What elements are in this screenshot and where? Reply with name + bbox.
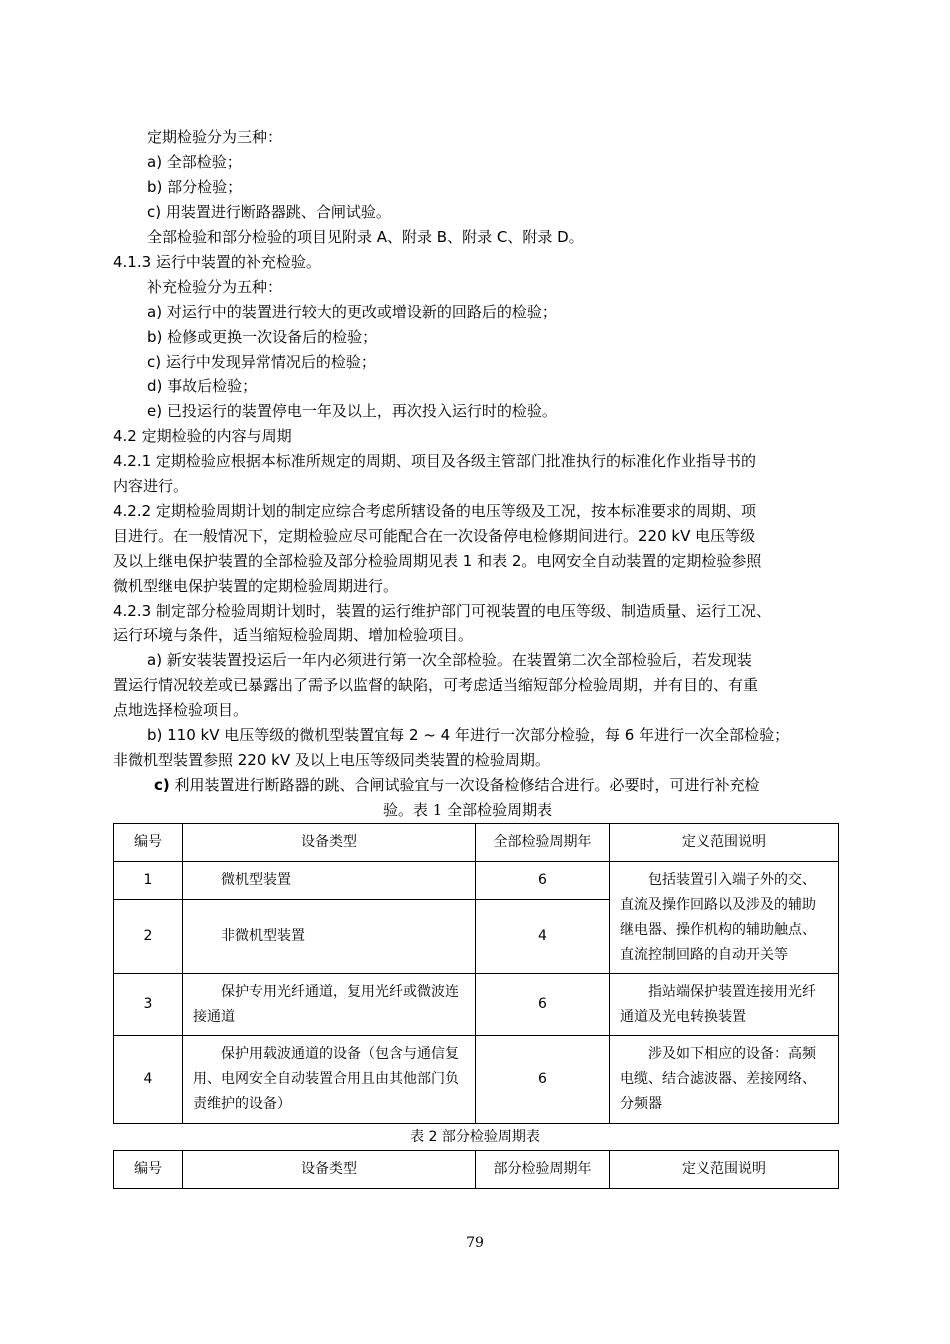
table-row — [114, 1036, 839, 1124]
text-line: d) 事故后检验； — [147, 377, 258, 395]
text-line: b) 部分检验； — [147, 178, 243, 196]
cell-period: 4 — [476, 900, 610, 974]
text-line: 及以上继电保护装置的全部检验及部分检验周期见表 1 和表 2。电网安全自动装置的定期检验参照 — [113, 552, 762, 570]
text-line-c — [154, 773, 760, 797]
text-line: a) 对运行中的装置进行较大的更改或增设新的回路后的检验； — [147, 303, 557, 321]
header-cell: 设备类型 — [183, 1151, 476, 1189]
caption-prefix: 验。 — [383, 801, 414, 819]
text-line: 非微机型装置参照 220 kV 及以上电压等级同类装置的检验周期。 — [113, 751, 550, 769]
cell-period: 6 — [476, 974, 610, 1036]
cell-type: 微机型装置 — [183, 862, 476, 900]
cell-no: 1 — [114, 862, 183, 900]
table-row — [114, 862, 839, 900]
header-cell: 部分检验周期年 — [476, 1151, 610, 1189]
table-header-row — [114, 1151, 839, 1189]
page-number: 79 — [466, 1235, 484, 1251]
table1-caption — [383, 798, 552, 822]
text-line: b) 检修或更换一次设备后的检验； — [147, 328, 378, 346]
text-line: 补充检验分为五种： — [147, 278, 283, 296]
section-heading-4-1-3: 4.1.3 运行中装置的补充检验。 — [113, 253, 321, 271]
text-line: 运行环境与条件，适当缩短检验周期、增加检验项目。 — [113, 626, 474, 644]
cell-no: 2 — [114, 900, 183, 974]
header-cell: 编号 — [114, 1151, 183, 1189]
header-cell: 全部检验周期年 — [476, 824, 610, 862]
table-1 — [113, 823, 839, 1124]
header-cell: 定义范围说明 — [610, 824, 839, 862]
cell-desc: 指站端保护装置连接用光纤通道及光电转换装置 — [610, 974, 839, 1036]
text-line: 4.2.2 定期检验周期计划的制定应综合考虑所辖设备的电压等级及工况，按本标准要求的周期、项 — [113, 502, 756, 520]
text-line: 全部检验和部分检验的项目见附录 A、附录 B、附录 C、附录 D。 — [147, 228, 584, 246]
text-line: 微机型继电保护装置的定期检验周期进行。 — [113, 577, 399, 595]
text-line: b) 110 kV 电压等级的微机型装置宜每 2 ~ 4 年进行一次部分检验，每 6 年进行一次全部检验； — [147, 726, 790, 744]
cell-desc-merged: 包括装置引入端子外的交、直流及操作回路以及涉及的辅助继电器、操作机构的辅助触点、直流控制回路的自动开关等 — [610, 862, 839, 974]
table-row — [114, 974, 839, 1036]
text-line: c) 用装置进行断路器跳、合闸试验。 — [147, 203, 391, 221]
cell-period: 6 — [476, 862, 610, 900]
text-line: 点地选择检验项目。 — [113, 701, 249, 719]
header-cell: 设备类型 — [183, 824, 476, 862]
text-line: 置运行情况较差或已暴露出了需予以监督的缺陷，可考虑适当缩短部分检验周期，并有目的、有重 — [113, 676, 759, 694]
table-2 — [113, 1150, 839, 1189]
text-line: 目进行。在一般情况下，定期检验应尽可能配合在一次设备停电检修期间进行。220 kV 电压等级 — [113, 527, 756, 545]
cell-no: 4 — [114, 1036, 183, 1124]
text-line: 定期检验分为三种： — [147, 128, 283, 146]
table2-caption: 表 2 部分检验周期表 — [410, 1129, 540, 1145]
cell-type: 保护用载波通道的设备（包含与通信复用、电网安全自动装置合用且由其他部门负责维护的设备） — [183, 1036, 476, 1124]
cell-no: 3 — [114, 974, 183, 1036]
caption-label: 表 1 全部检验周期表 — [413, 801, 553, 819]
section-heading-4-2: 4.2 定期检验的内容与周期 — [113, 427, 292, 445]
cell-desc: 涉及如下相应的设备：高频电缆、结合滤波器、差接网络、分频器 — [610, 1036, 839, 1124]
table-header-row — [114, 824, 839, 862]
cell-type: 保护专用光纤通道，复用光纤或微波连接通道 — [183, 974, 476, 1036]
header-cell: 编号 — [114, 824, 183, 862]
item-text: 利用装置进行断路器的跳、合闸试验宜与一次设备检修结合进行。必要时，可进行补充检 — [169, 776, 760, 794]
text-line: a) 新安装装置投运后一年内必须进行第一次全部检验。在装置第二次全部检验后，若发现装 — [147, 651, 752, 669]
text-line: a) 全部检验； — [147, 153, 242, 171]
item-label: c) — [154, 776, 170, 794]
header-cell: 定义范围说明 — [610, 1151, 839, 1189]
text-line: 4.2.1 定期检验应根据本标准所规定的周期、项目及各级主管部门批准执行的标准化作业指导书的 — [113, 452, 756, 470]
cell-type: 非微机型装置 — [183, 900, 476, 974]
text-line: c) 运行中发现异常情况后的检验； — [147, 353, 376, 371]
text-line: e) 已投运行的装置停电一年及以上，再次投入运行时的检验。 — [147, 402, 557, 420]
text-line: 4.2.3 制定部分检验周期计划时，装置的运行维护部门可视装置的电压等级、制造质量、运行工况、 — [113, 602, 771, 620]
cell-period: 6 — [476, 1036, 610, 1124]
text-line: 内容进行。 — [113, 477, 189, 495]
